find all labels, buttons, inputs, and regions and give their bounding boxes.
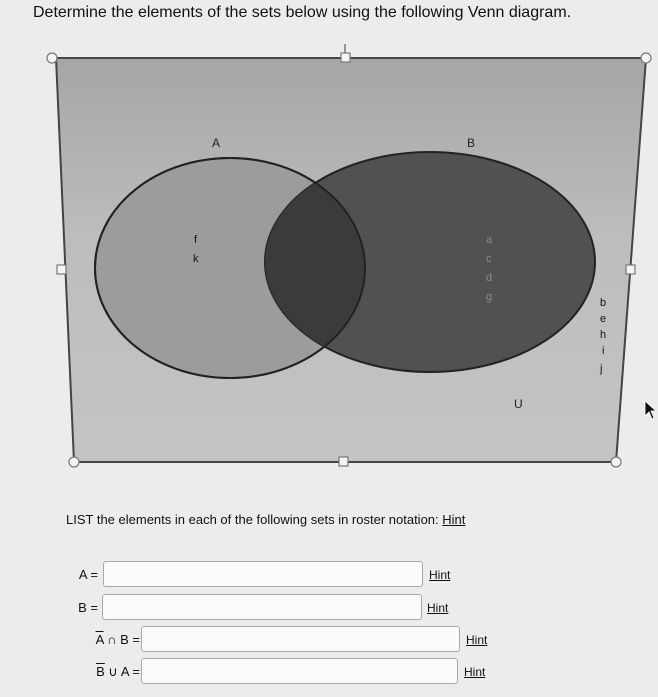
resize-handle-top[interactable] [341,53,350,62]
complement-set-a: $\overline{A}$ [95,632,104,647]
element-intersection: g [486,291,493,303]
hint-link-b[interactable]: Hint [427,601,449,615]
element-outside: e [600,313,607,325]
element-intersection: d [486,272,493,284]
element-a-only: f [194,234,198,246]
element-intersection: a [486,234,493,246]
element-outside: i [602,345,605,357]
resize-handle-top-left[interactable] [47,53,57,63]
row-label-rest: ∩ B = [107,632,140,647]
resize-handle-left[interactable] [57,265,66,274]
instruction-text: LIST the elements in each of the following sets in roster notation: [66,512,439,527]
row-label-a-complement-intersect-b [64,632,140,647]
resize-handle-bottom[interactable] [339,457,348,466]
resize-handle-top-right[interactable] [641,53,651,63]
element-outside: j [600,363,603,375]
answer-input-b[interactable] [102,594,422,620]
row-label-rest: ∪ A = [108,664,140,679]
resize-handle-bottom-right[interactable] [611,457,621,467]
instruction-hint-link[interactable]: Hint [442,512,466,527]
row-label-a: A = [78,567,98,582]
element-intersection: c [486,253,492,265]
row-label-b-complement-union-a [64,664,140,680]
element-outside: b [600,297,607,309]
hint-link-a[interactable]: Hint [429,568,451,582]
question-text: Determine the elements of the sets below using the following Venn diagram. [33,4,572,21]
hint-link-b-complement-union-a[interactable]: Hint [464,665,486,679]
set-b-label: B [467,136,476,150]
element-a-only: k [193,253,199,265]
answer-input-a[interactable] [103,561,423,587]
answer-input-a-complement-intersect-b[interactable] [141,626,460,652]
instruction [66,512,465,527]
hint-link-a-complement-intersect-b[interactable]: Hint [466,633,488,647]
resize-handle-bottom-left[interactable] [69,457,79,467]
complement-set-b: $\overline{B}$ [96,664,105,679]
mouse-cursor-icon [644,400,658,420]
set-a-label: A [212,136,221,150]
resize-handle-right[interactable] [626,265,635,274]
universe-label: U [514,397,523,411]
element-outside: h [600,329,607,341]
answer-input-b-complement-union-a[interactable] [141,658,458,684]
row-label-b: B = [78,600,98,615]
